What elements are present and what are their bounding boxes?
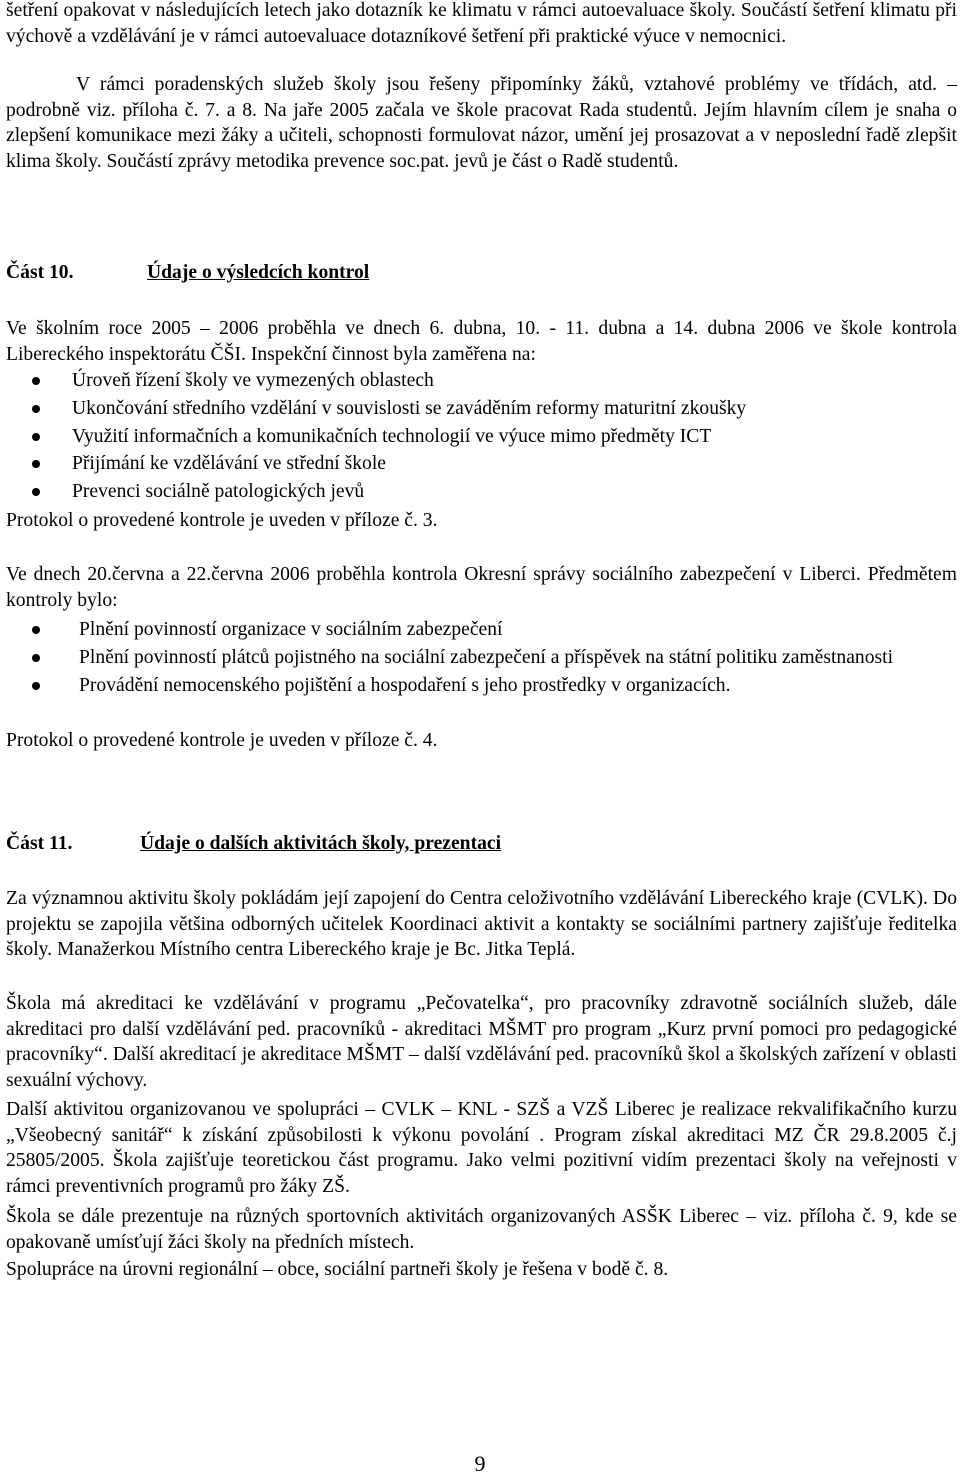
bullet-icon [32,433,40,441]
part10-paragraph-1: Ve školním roce 2005 – 2006 proběhla ve dnech 6. dubna, 10. - 11. dubna a 14. dubna 2006 ve škole kontrola Libereckého inspektorátu ČŠI. Inspekční činnost byla zaměřena na: [6,318,957,365]
part10-bullet-list-1 [6,367,957,506]
bullet-icon [32,377,40,385]
part11-title: Údaje o dalších aktivitách školy, prezentaci [140,833,502,854]
page-number: 9 [474,1451,486,1476]
part10-protocol-1: Protokol o provedené kontrole je uveden v příloze č. 3. [6,510,438,531]
list-item: Využití informačních a komunikačních technologií ve výuce mimo předměty ICT [6,423,957,451]
part11-paragraph-4: Škola se dále prezentuje na různých sportovních aktivitách organizovaných ASŠK Liberec – viz. příloha č. 9, kde se opakovaně umísťují žáci školy na předních místech. [6,1206,957,1253]
list-item: Plnění povinností plátců pojistného na sociální zabezpečení a příspěvek na státní politiku zaměstnanosti [6,644,957,672]
part11-paragraph-3: Další aktivitou organizovanou ve spolupráci – CVLK – KNL - SZŠ a VZŠ Liberec je realizace rekvalifikačního kurzu „Všeobecný sanitář“ k získání způsobilosti k výkonu povolání . Program získal akreditaci MZ ČR 29.8.2005 č.j 25805/2005. Škola zajišťuje teoretickou část programu. Jako velmi pozitivní vidím prezentaci školy na veřejnosti v rámci preventivních programů pro žáky ZŠ. [6,1099,957,1197]
intro-paragraph-2: V rámci poradenských služeb školy jsou řešeny připomínky žáků, vztahové problémy ve třídách, atd. – podrobně viz. příloha č. 7. a 8. Na jaře 2005 začala ve škole pracovat Rada studentů. Jejím hlavním cílem je snaha o zlepšení komunikace mezi žáky a učiteli, schopnosti formulovat názor, umění jej prosazovat a v neposlední řadě zlepšit klima školy. Součástí zprávy metodika prevence soc.pat. jevů je část o Radě studentů. [6,74,957,172]
list-item: Úroveň řízení školy ve vymezených oblastech [6,367,957,395]
bullet-icon [32,405,40,413]
part10-title: Údaje o výsledcích kontrol [147,262,370,283]
part11-paragraph-5: Spolupráce na úrovni regionální – obce, sociální partneři školy je řešena v bodě č. 8. [6,1259,669,1280]
bullet-icon [32,460,40,468]
part10-protocol-2: Protokol o provedené kontrole je uveden v příloze č. 4. [6,730,438,751]
bullet-icon [32,488,40,496]
list-item: Ukončování středního vzdělání v souvislosti se zaváděním reformy maturitní zkoušky [6,395,957,423]
part11-paragraph-2: Škola má akreditaci ke vzdělávání v programu „Pečovatelka“, pro pracovníky zdravotně sociálních služeb, dále akreditaci pro další vzdělávání ped. pracovníků - akreditaci MŠMT pro program „Kurz první pomoci pro pedagogické pracovníky“. Další akreditací je akreditace MŠMT – další vzdělávání ped. pracovníků škol a školských zařízení v oblasti sexuální výchovy. [6,993,957,1091]
bullet-icon [32,682,40,690]
part10-label: Část 10. [6,262,74,283]
part10-bullet-list-2 [6,616,957,699]
bullet-icon [32,654,40,662]
list-item: Přijímání ke vzdělávání ve střední škole [6,450,957,478]
part11-paragraph-1: Za významnou aktivitu školy pokládám její zapojení do Centra celoživotního vzdělávání Libereckého kraje (CVLK). Do projektu se zapojila většina odborných učitelek Koordinaci aktivit a kontakty se sociálními partnery zajišťuje ředitelka školy. Manažerkou Místního centra Libereckého kraje je Bc. Jitka Teplá. [6,888,957,960]
list-item: Provádění nemocenského pojištění a hospodaření s jeho prostředky v organizacích. [6,672,957,700]
list-item: Plnění povinností organizace v sociálním zabezpečení [6,616,957,644]
part10-paragraph-2: Ve dnech 20.června a 22.června 2006 proběhla kontrola Okresní správy sociálního zabezpečení v Liberci. Předmětem kontroly bylo: [6,564,957,611]
list-item: Prevenci sociálně patologických jevů [6,478,957,506]
part11-label: Část 11. [6,833,73,854]
bullet-icon [32,626,40,634]
intro-paragraph-1: šetření opakovat v následujících letech jako dotazník ke klimatu v rámci autoevaluace školy. Součástí šetření klimatu při výchově a vzdělávání je v rámci autoevaluace dotazníkové šetření při praktické výuce v nemocnici. [6,0,957,47]
